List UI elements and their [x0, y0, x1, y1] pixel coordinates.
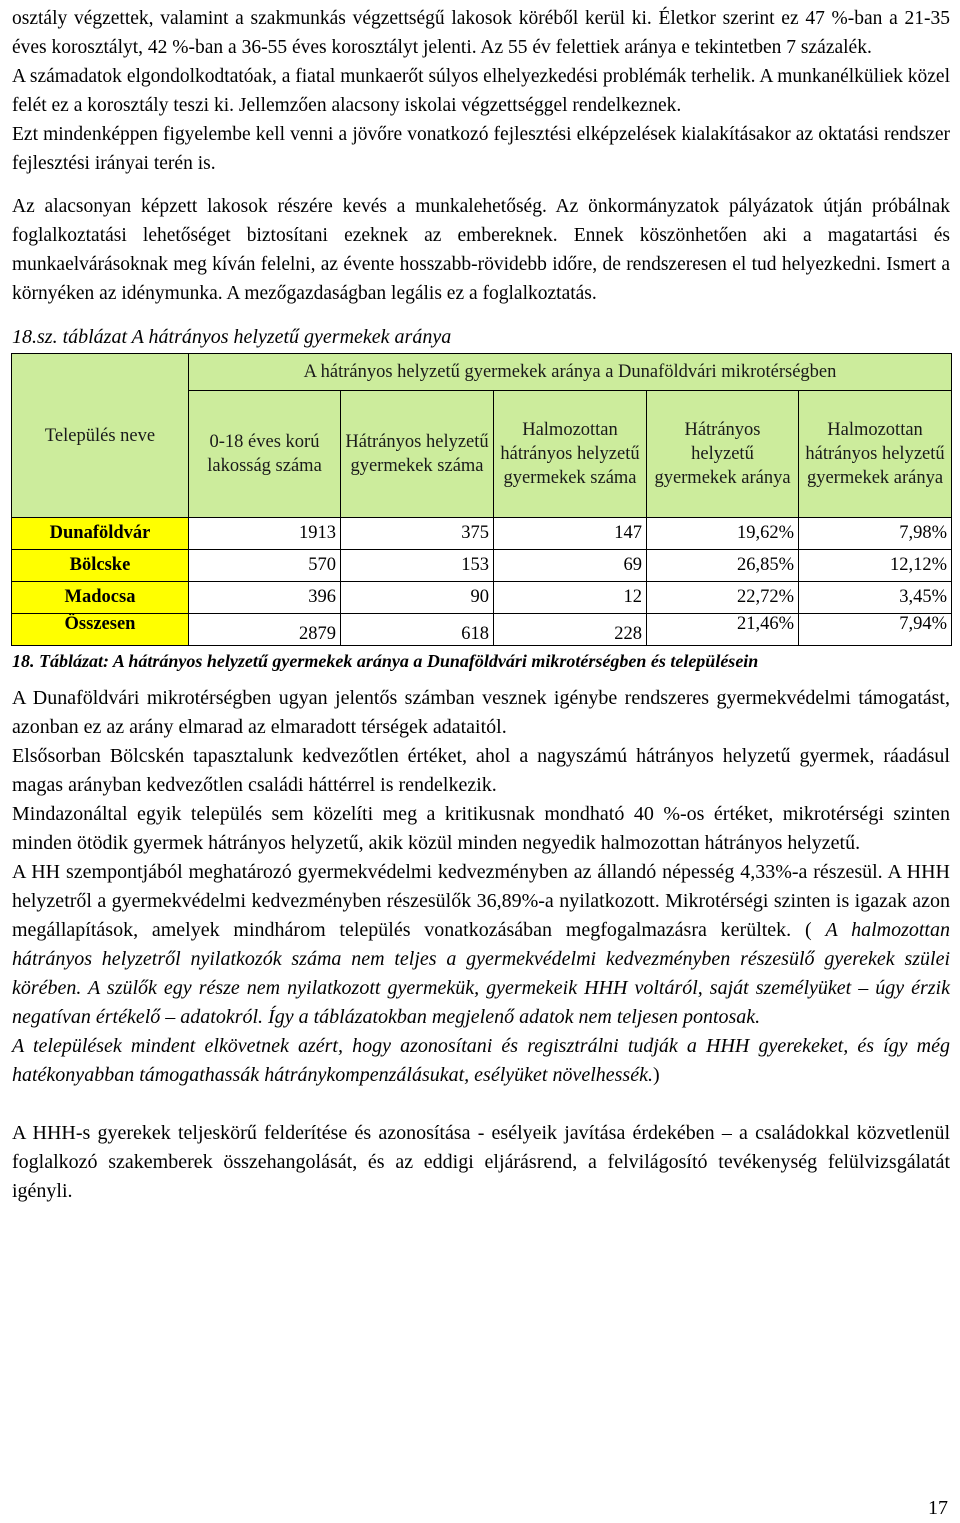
page-number: 17 [928, 1497, 948, 1519]
col-header-hhh-count: Halmozottan hátrányos helyzetű gyermekek száma [494, 391, 647, 518]
paragraph-young-workforce: A számadatok elgondolkodtatóak, a fiatal munkaerőt súlyos elhelyezkedési problémák terhelik. A munkanélküliek közel felét ez a korosztály teszi ki. Jellemzően alacsony iskolai végzettséggel rendelkeznek. [12, 66, 950, 116]
table-row-total [12, 614, 952, 646]
text-regular: A HH szempontjából meghatározó gyermekvédelmi kedvezményben az állandó népesség 4,33%-a részesül. A HHH helyzetről a gyermekvédelmi kedvezményben részesülők 36,89%-a nyilatkozott. Mikrotérségi szinten is igazak azon megállapítások, amelyek mindhárom település vonatkozásában megfogalmazásra kerültek. ( [12, 861, 950, 941]
cell-value: 147 [494, 518, 647, 550]
row-name: Madocsa [12, 582, 189, 614]
cell-value: 3,45% [799, 582, 952, 614]
cell-value: 228 [494, 614, 647, 646]
paragraph-settlements-effort [12, 1032, 950, 1090]
cell-value: 1913 [189, 518, 341, 550]
text-italic: A halmozottan hátrányos helyzetről nyilatkozók száma nem teljes a gyermekvédelmi kedvezményben részesülő gyerekek szülei körében. A szülők egy része nem nyilatkozott gyermekük, gyermekeik HHH voltáról, saját személyüket – úgy érzik negatívan értékelő – adatokról. Így a táblázatokban megjelenő adatok nem teljesen pontosak. [12, 919, 950, 1028]
row-name: Összesen [12, 614, 189, 646]
cell-value: 19,62% [647, 518, 799, 550]
table-caption-top: 18.sz. táblázat A hátrányos helyzetű gyermekek aránya [12, 326, 452, 348]
row-name: Dunaföldvár [12, 518, 189, 550]
cell-value: 12 [494, 582, 647, 614]
paragraph-hh-hhh [12, 858, 950, 1032]
paragraph-low-skilled: Az alacsonyan képzett lakosok részére kevés a munkalehetőség. Az önkormányzatok pályázatok útján próbálnak foglalkoztatási lehetőséget biztosítani ezeknek az embereknek. Ennek köszönhetően aki a magatartási és munkaelvárásoknak meg kíván felelni, az évente hosszabb-rövidebb időre, de rendszeresen el tud helyezkedni. Ismert a környéken az idénymunka. A mezőgazdaságban legális ez a foglalkoztatás. [12, 196, 950, 304]
cell-value: 12,12% [799, 550, 952, 582]
cell-value: 21,46% [647, 614, 799, 646]
row-name: Bölcske [12, 550, 189, 582]
paragraph-bolcske: Elsősorban Bölcskén tapasztalunk kedvezőtlen értéket, ahol a nagyszámú hátrányos helyzetű gyermek, ráadásul magas arányban kedvezőtlen családi háttérrel is rendelkezik. [12, 745, 950, 796]
cell-value: 90 [341, 582, 494, 614]
cell-value: 69 [494, 550, 647, 582]
document-page [12, 4, 950, 1206]
col-header-hh-count: Hátrányos helyzetű gyermekek száma [341, 391, 494, 518]
table-row [12, 550, 952, 582]
col-header-settlement: Település neve [12, 354, 189, 518]
paragraph-age-groups: osztály végzettek, valamint a szakmunkás végzettségű lakosok köréből kerül ki. Életkor szerint ez 47 %-ban a 21-35 éves korosztályt, 42 %-ban a 36-55 éves korosztályt jelenti. Az 55 év felettiek aránya e tekintetben 7 százalék. [12, 8, 950, 58]
col-header-population: 0-18 éves korú lakosság száma [189, 391, 341, 518]
cell-value: 618 [341, 614, 494, 646]
cell-value: 570 [189, 550, 341, 582]
disadvantaged-children-table [11, 353, 952, 646]
text-italic: A települések mindent elkövetnek azért, hogy azonosítani és regisztrálni tudják a HHH gyerekeket, és így még hatékonyabban támogathassák hátránykompenzálásukat, esélyüket növelhessék. [12, 1035, 950, 1086]
cell-value: 7,94% [799, 614, 952, 646]
table-header-title: A hátrányos helyzetű gyermekek aránya a Dunaföldvári mikrotérségben [189, 354, 952, 391]
paragraph-critical-value: Mindazonáltal egyik település sem közelíti meg a kritikusnak mondható 40 %-os értéket, mikrotérségi szinten minden ötödik gyermek hátrányos helyzetű, akik közül minden negyedik halmozottan hátrányos helyzetű. [12, 803, 950, 854]
col-header-hhh-ratio: Halmozottan hátrányos helyzetű gyermekek aránya [799, 391, 952, 518]
text-regular: ) [652, 1064, 660, 1086]
cell-value: 22,72% [647, 582, 799, 614]
col-header-hh-ratio: Hátrányos helyzetű gyermekek aránya [647, 391, 799, 518]
table-row [12, 582, 952, 614]
cell-value: 7,98% [799, 518, 952, 550]
paragraph-hhh-identification: A HHH-s gyerekek teljeskörű felderítése és azonosítása - esélyeik javítása érdekében – a családokkal közvetlenül foglalkozó szakemberek összehangolását, és az eddigi eljárásrend, a felvilágosító tevékenység felülvizsgálatát igényli. [12, 1122, 950, 1202]
cell-value: 2879 [189, 614, 341, 646]
cell-value: 375 [341, 518, 494, 550]
table-caption-bottom: 18. Táblázat: A hátrányos helyzetű gyermekek aránya a Dunaföldvári mikrotérségben és településein [12, 651, 759, 671]
cell-value: 396 [189, 582, 341, 614]
paragraph-education-development: Ezt mindenképpen figyelembe kell venni a jövőre vonatkozó fejlesztési elképzelések kialakításakor az oktatási rendszer fejlesztési irányai terén is. [12, 124, 950, 174]
table-row [12, 518, 952, 550]
cell-value: 153 [341, 550, 494, 582]
paragraph-child-protection: A Dunaföldvári mikrotérségben ugyan jelentős számban vesznek igénybe rendszeres gyermekvédelmi támogatást, azonban ez az arány elmarad az elmaradott térségek adataitól. [12, 687, 950, 738]
cell-value: 26,85% [647, 550, 799, 582]
